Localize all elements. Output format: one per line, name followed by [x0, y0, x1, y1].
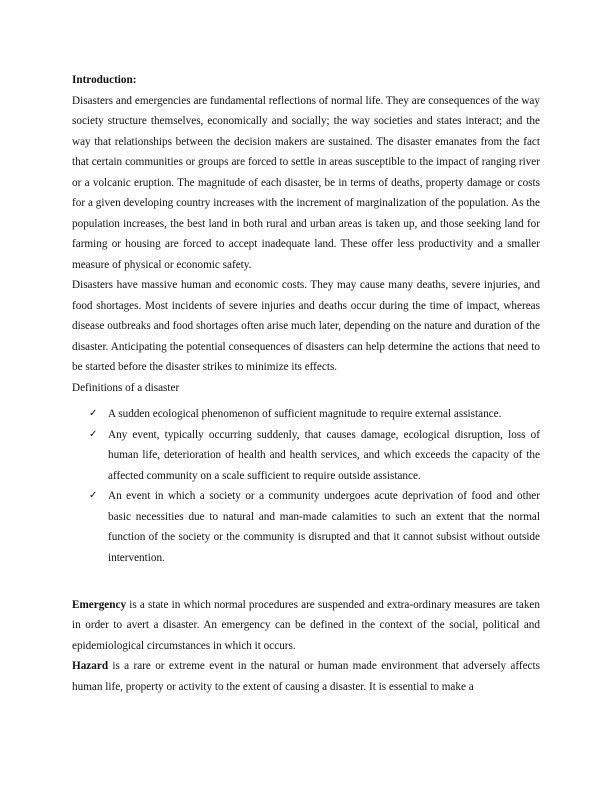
hazard-paragraph: [72, 656, 540, 697]
emergency-term: Emergency: [72, 598, 127, 611]
definition-item: [72, 486, 540, 568]
hazard-term: Hazard: [72, 660, 109, 672]
definition-text: Any event, typically occurring suddenly, that causes damage, ecological disruption, loss of human life, deterioration of health and health services, and which exceeds the capacity of the affected community on a scale sufficient to require outside assistance.: [108, 428, 540, 482]
blank-line: [72, 568, 540, 589]
document-page: [72, 70, 540, 697]
intro-paragraph: Disasters and emergencies are fundamental reflections of normal life. They are consequences of the way society structure themselves, economically and socially; the way societies and states interact; and the way that relationships between the decision makers are sustained. The disaster emanates from the fact that certain communities or groups are forced to settle in areas susceptible to the impact of ranging river or a volcanic eruption. The magnitude of each disaster, be in terms of deaths, property damage or costs for a given developing country increases with the increment of marginalization of the population. As the population increases, the best land in both rural and urban areas is taken up, and those seeking land for farming or housing are forced to accept inadequate land. These offer less productivity and a smaller measure of physical or economic safety.: [72, 94, 540, 271]
checkmark-icon: ✓: [89, 428, 98, 440]
definition-item: [72, 404, 540, 425]
checkmark-icon: ✓: [89, 408, 98, 419]
definition-text: A sudden ecological phenomenon of sufficient magnitude to require external assistance.: [108, 408, 502, 420]
introduction-heading: Introduction:: [72, 74, 137, 86]
hazard-definition: is a rare or extreme event in the natural or human made environment that adversely affects human life, property or activity to the extent of causing a disaster. It is essential to make a: [72, 660, 540, 693]
emergency-paragraph: [72, 595, 540, 657]
definitions-label: Definitions of a disaster: [72, 381, 180, 394]
checkmark-icon: ✓: [89, 490, 98, 501]
definitions-list: [72, 404, 540, 568]
emergency-definition: is a state in which normal procedures are suspended and extra-ordinary measures are taken in order to avert a disaster. An emergency can be defined in the context of the social, political and epidemiological circumstances in which it occurs.: [72, 598, 540, 652]
costs-paragraph: Disasters have massive human and economic costs. They may cause many deaths, severe injuries, and food shortages. Most incidents of severe injuries and deaths occur during the time of impact, whereas disease outbreaks and food shortages often arise much later, depending on the nature and duration of the disaster. Anticipating the potential consequences of disasters can help determine the actions that need to be started before the disaster strikes to minimize its effects.: [72, 279, 540, 373]
definition-item: [72, 425, 540, 487]
definition-text: An event in which a society or a community undergoes acute deprivation of food and other basic necessities due to natural and man-made calamities to such an extent that the normal function of the society or the community is disrupted and that it cannot subsist without outside intervention.: [108, 490, 540, 564]
